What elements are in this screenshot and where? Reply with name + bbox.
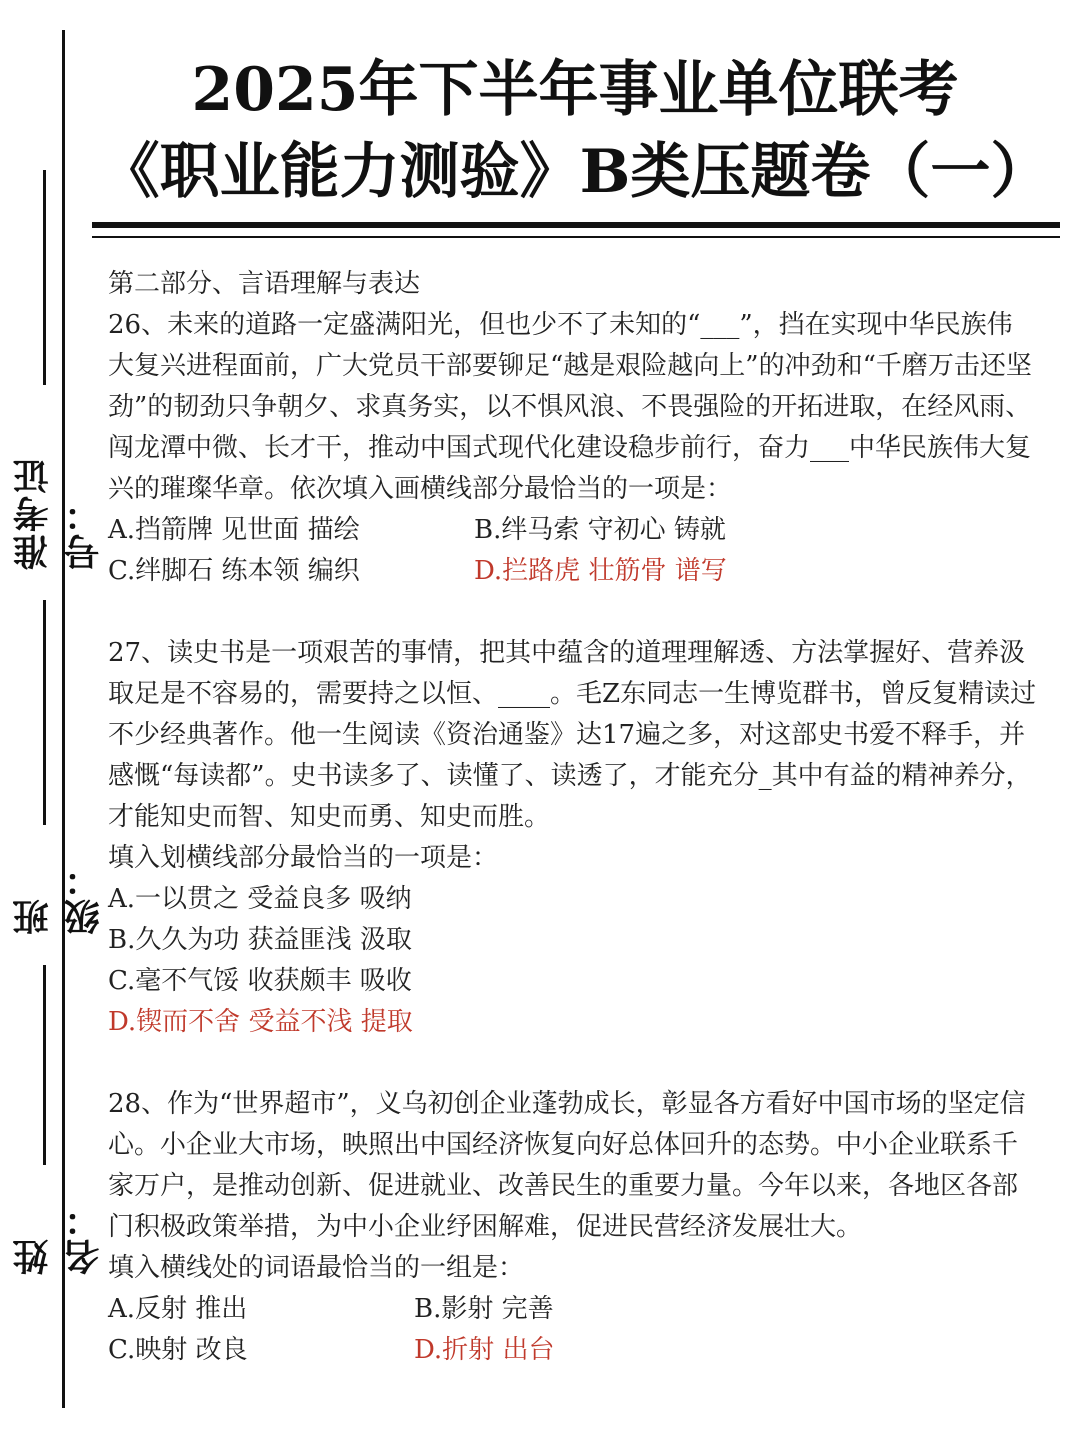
option-c: C.毫不气馁 收获颇丰 吸收	[108, 966, 412, 996]
option-d-correct-answer: D.折射 出台	[414, 1335, 555, 1365]
name-underline	[43, 965, 46, 1165]
option-row	[108, 551, 1038, 592]
option-d-correct-answer: D.拦路虎 壮筋骨 谱写	[474, 556, 727, 586]
option-d-correct-answer: D.锲而不舍 受益不浅 提取	[108, 1007, 413, 1037]
exam-id-label: 准考证号：	[13, 456, 105, 570]
question-stem: 26、未来的道路一定盛满阳光，但也少不了未知的“___”，挡在实现中华民族伟大复兴进程面前，广大党员干部要铆足“越是艰险越向上”的冲劲和“千磨万击还坚劲”的韧劲只争朝夕、求真务实，以不惧风浪、不畏强险的开拓进取，在经风雨、闯龙潭中微、长才干，推动中国式现代化建设稳步前行，奋力___中华民族伟大复兴的璀璨华章。依次填入画横线部分最恰当的一项是：	[108, 310, 1032, 504]
page-subtitle: 《职业能力测验》B类压题卷（一）	[99, 137, 1051, 207]
option-c: C.映射 改良	[108, 1335, 248, 1365]
class-label: 班级：	[13, 859, 105, 935]
header-divider-thick	[92, 222, 1060, 228]
exam-id-underline	[43, 170, 46, 385]
name-label: 姓名：	[13, 1199, 105, 1275]
option-b: B.影射 完善	[414, 1294, 554, 1324]
question-26	[108, 305, 1038, 592]
option-a: A.一以贯之 受益良多 吸纳	[108, 884, 412, 914]
question-prompt: 填入划横线部分最恰当的一项是：	[108, 843, 499, 873]
option-a: A.挡箭牌 见世面 描绘	[108, 515, 360, 545]
option-b: B.久久为功 获益匪浅 汲取	[108, 925, 412, 955]
option-row	[108, 1289, 1038, 1330]
question-prompt: 填入横线处的词语最恰当的一组是：	[108, 1253, 525, 1283]
class-underline	[43, 600, 46, 825]
option-b: B.绊马索 守初心 铸就	[474, 515, 726, 545]
exam-content	[108, 264, 1038, 1371]
section-heading: 第二部分、言语理解与表达	[108, 269, 421, 299]
header-divider-thin	[92, 236, 1060, 238]
question-stem: 27、读史书是一项艰苦的事情，把其中蕴含的道理理解透、方法掌握好、营养汲取足是不容易的，需要持之以恒、____。毛Z东同志一生博览群书，曾反复精读过不少经典著作。他一生阅读《资治通鉴》达17遍之多，对这部史书爱不释手，并感慨“每读都”。史书读多了、读懂了、读透了，才能充分_其中有益的精神养分，才能知史而智、知史而勇、知史而胜。	[108, 638, 1037, 832]
option-a: A.反射 推出	[108, 1294, 248, 1324]
option-row	[108, 510, 1038, 551]
question-27	[108, 633, 1038, 1043]
page-title: 2025年下半年事业单位联考	[191, 55, 959, 125]
question-stem: 28、作为“世界超市”，义乌初创企业蓬勃成长，彰显各方看好中国市场的坚定信心。小企业大市场，映照出中国经济恢复向好总体回升的态势。中小企业联系千家万户，是推动创新、促进就业、改善民生的重要力量。今年以来，各地区各部门积极政策举措，为中小企业纾困解难，促进民营经济发展壮大。	[108, 1089, 1026, 1242]
option-c: C.绊脚石 练本领 编织	[108, 556, 360, 586]
question-28	[108, 1084, 1038, 1371]
option-row	[108, 1330, 1038, 1371]
